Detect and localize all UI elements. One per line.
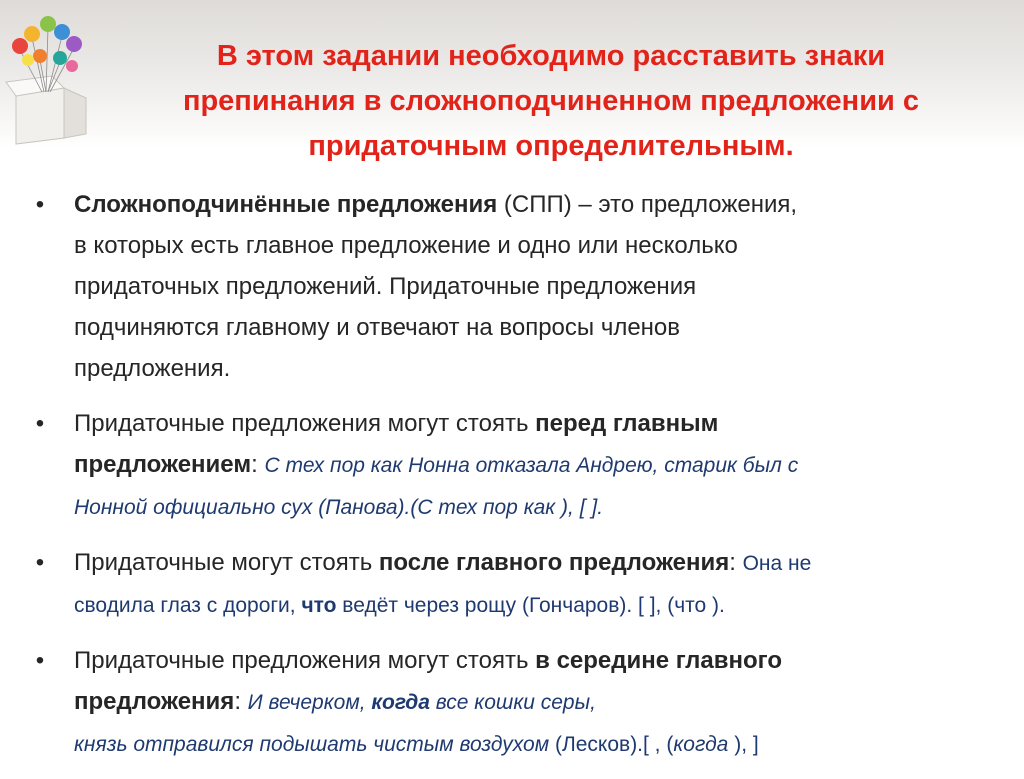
bullet-item-before-main (30, 403, 1005, 528)
text-line (74, 584, 1005, 626)
example-text: ), ] (728, 733, 759, 756)
text-line: Придаточные предложения могут стоять в середине главного (74, 647, 783, 674)
text-line: Придаточные предложения могут стоять перед главным (74, 410, 719, 437)
slide-title (96, 34, 1006, 169)
text-line: придаточных предложений. Придаточные предложения (74, 273, 697, 300)
conjunction-bold: что (301, 594, 337, 617)
bullet-item-definition (30, 184, 1005, 389)
text-line: Придаточные могут стоять после главного предложения: Она не (74, 549, 812, 576)
text-line: в которых есть главное предложение и одно или несколько (74, 232, 738, 259)
bullet-item-after-main (30, 542, 1005, 626)
bullet-marker: • (35, 647, 45, 674)
example-text: (Лесков).[ , ( (549, 733, 674, 756)
example-text: Она не (742, 552, 812, 575)
emphasis-bold: в середине главного (535, 647, 783, 674)
text-line: предложения. (74, 355, 231, 382)
text-line (74, 723, 1005, 765)
example-text: С тех пор как Нонна отказала Андрею, старик был с (264, 454, 799, 477)
text-line: подчиняются главному и отвечают на вопросы членов (74, 314, 681, 341)
bullet-item-middle-main (30, 640, 1005, 765)
text-line: предложением: С тех пор как Нонна отказала Андрею, старик был с (74, 451, 799, 478)
emphasis-bold: предложения (74, 688, 235, 715)
text-line: Сложноподчинённые предложения (СПП) – это предложения, (74, 191, 798, 218)
example-text: И вечерком, (247, 691, 372, 714)
emphasis-bold: перед главным (535, 410, 719, 437)
example-text: ведёт через рощу (Гончаров). [ ], (что ). (336, 594, 725, 617)
text-line (74, 486, 1005, 528)
text-line: предложения: И вечерком, когда все кошки серы, (74, 688, 596, 715)
emphasis-bold: после главного предложения (378, 549, 730, 576)
emphasis-bold: предложением (74, 451, 252, 478)
bullet-marker: • (35, 549, 45, 576)
title-line-3: придаточным определительным. (308, 130, 794, 162)
lightbulb-balloons-logo (2, 8, 98, 146)
example-text: князь отправился подышать чистым воздухом (74, 733, 550, 756)
bullet-marker: • (35, 191, 45, 218)
bullet-list (30, 184, 1005, 779)
title-line-1: В этом задании необходимо расставить знаки (216, 40, 886, 72)
example-text: все кошки серы, (429, 691, 596, 714)
title-line-2: препинания в сложноподчиненном предложении с (182, 85, 920, 117)
conjunction-bold: когда (371, 691, 430, 714)
example-text: Нонной официально сух (Панова).(С тех пор как ), [ ]. (74, 496, 604, 519)
bullet-marker: • (35, 410, 45, 437)
example-text: когда (673, 733, 729, 756)
term-bold: Сложноподчинённые предложения (74, 191, 498, 218)
example-text: сводила глаз с дороги, (74, 594, 302, 617)
